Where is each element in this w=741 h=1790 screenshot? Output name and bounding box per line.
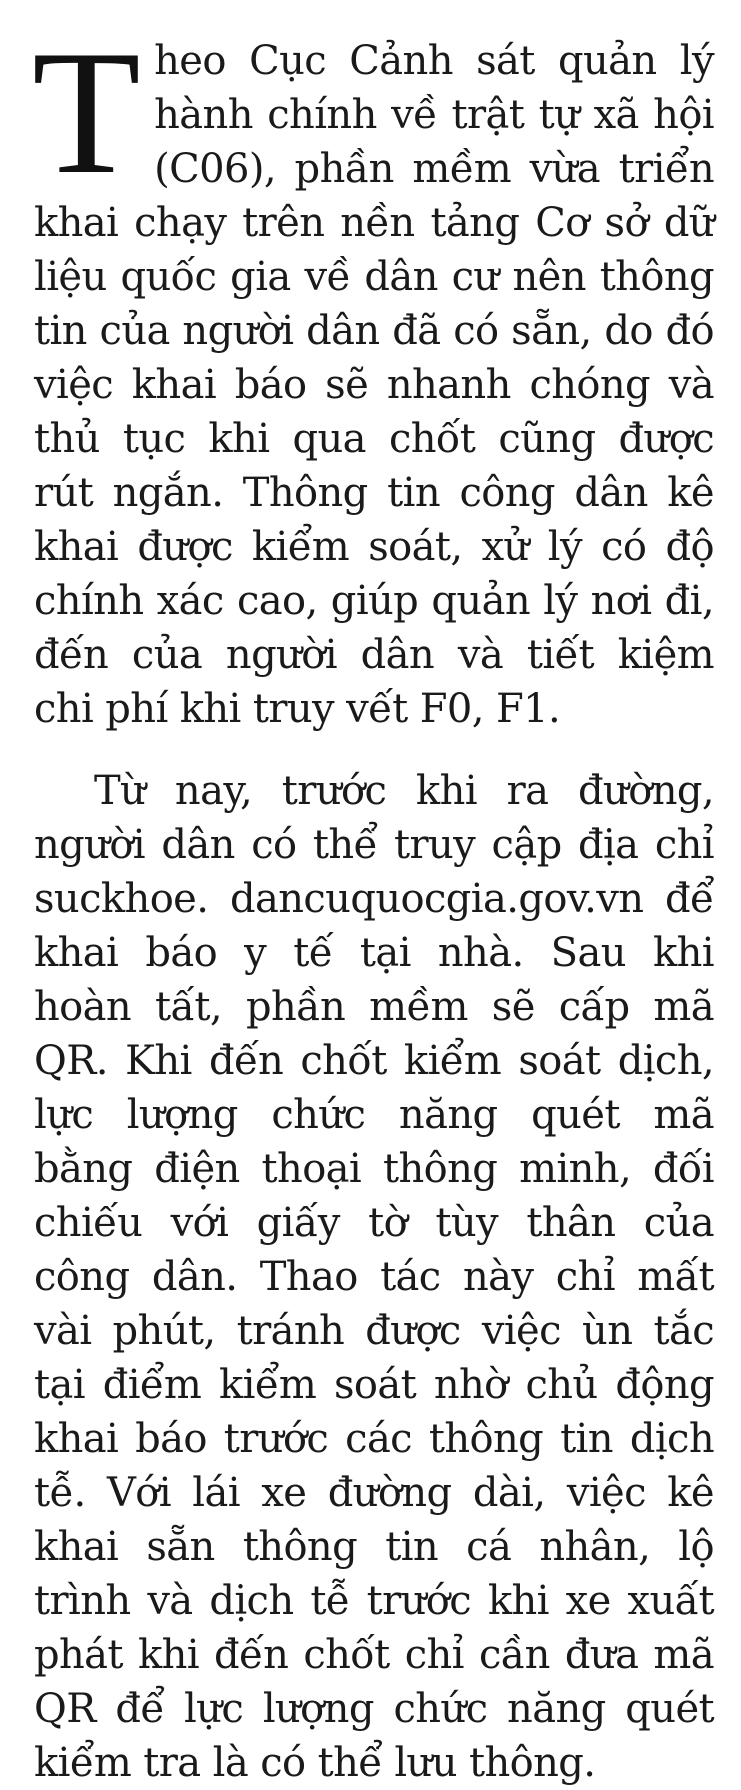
paragraph-2-text: Từ nay, trước khi ra đường, người dân có thể truy cập địa chỉ suckhoe. dancuquocgia.gov.vn để khai báo y tế tại nhà. Sau khi hoàn tất, phần mềm sẽ cấp mã QR. Khi đến chốt kiểm soát dịch, lực lượng chức năng quét mã bằng điện thoại thông minh, đối chiếu với giấy tờ tùy thân của công dân. Thao tác này chỉ mất vài phút, tránh được việc ùn tắc tại điểm kiểm soát nhờ chủ động khai báo trước các thông tin dịch tễ. Với lái xe đường dài, việc kê khai sẵn thông tin cá nhân, lộ trình và dịch tễ trước khi xe xuất phát khi đến chốt chỉ cần đưa mã QR để lực lượng chức năng quét kiểm tra là có thể lưu thông. <box>34 768 714 1786</box>
article-paragraph-2 <box>34 764 714 1790</box>
paragraph-1-text: heo Cục Cảnh sát quản lý hành chính về trật tự xã hội (C06), phần mềm vừa triển khai chạy trên nền tảng Cơ sở dữ liệu quốc gia về dân cư nên thông tin của người dân đã có sẵn, do đó việc khai báo sẽ nhanh chóng và thủ tục khi qua chốt cũng được rút ngắn. Thông tin công dân kê khai được kiểm soát, xử lý có độ chính xác cao, giúp quản lý nơi đi, đến của người dân và tiết kiệm chi phí khi truy vết F0, F1. <box>34 38 714 732</box>
article-paragraph-1 <box>32 13 714 736</box>
article-body <box>32 13 714 1790</box>
drop-cap: T <box>32 13 141 211</box>
